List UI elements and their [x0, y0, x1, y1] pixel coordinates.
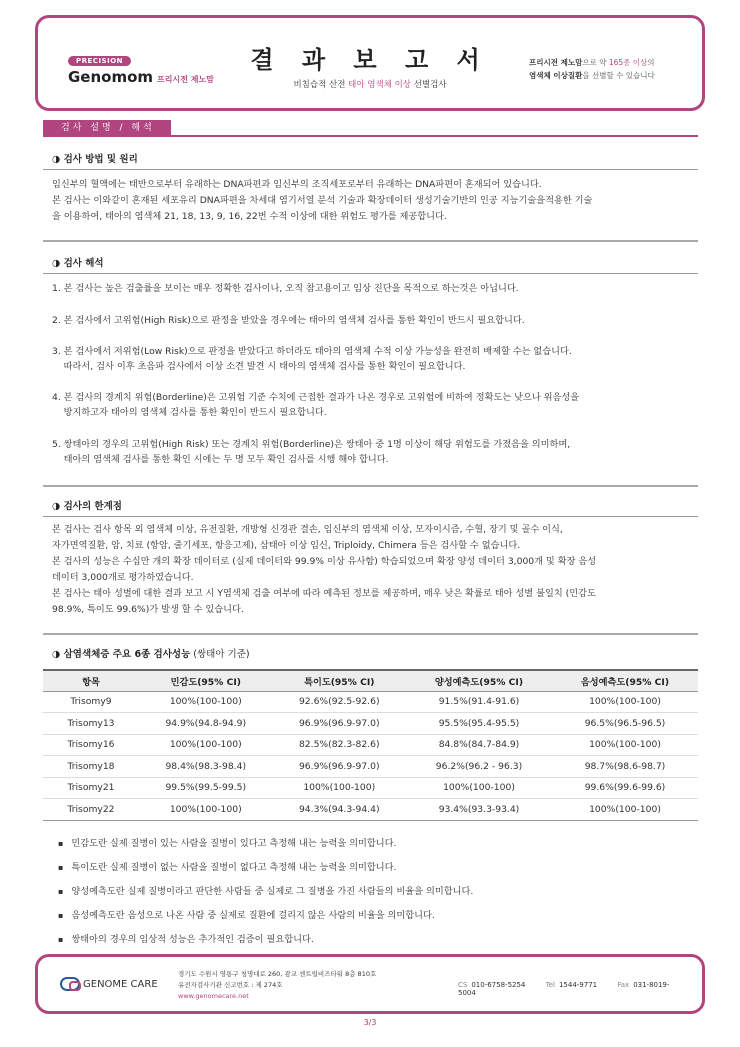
- table-cell: 96.5%(96.5-96.5): [552, 713, 698, 735]
- table-header-row: [43, 670, 698, 691]
- interpret-item-2: 2. 본 검사에서 고위험(High Risk)으로 판정을 받았을 경우에는 태아의 염색체 검사를 통한 확인이 반드시 필요합니다.: [52, 315, 525, 326]
- interpret-title: ◑ 검사 해석: [52, 258, 104, 269]
- performance-table: [43, 669, 698, 821]
- table-cell: 98.4%(98.3-98.4): [139, 756, 273, 778]
- divider: [43, 485, 698, 487]
- interpret-item-5: 5. 쌍태아의 경우의 고위험(High Risk) 또는 경계치 위험(Borderline)은 쌍태아 중 1명 이상이 해당 위험도를 가졌음을 의미하며, 태아의 염색체 검사를 통한 확인 시에는 두 명 모두 확인 검사를 시행 해야 합니다.: [52, 439, 571, 465]
- table-cell: 100%(100-100): [139, 799, 273, 821]
- row-label: Trisomy22: [43, 799, 139, 821]
- table-cell: 100%(100-100): [552, 734, 698, 756]
- note-item: ▪ 쌍태아의 경우의 임상적 성능은 추가적인 검증이 필요합니다.: [58, 928, 698, 952]
- table-row: [43, 799, 698, 821]
- interpret-item-3: 3. 본 검사에서 저위험(Low Risk)으로 판정을 받았다고 하더라도 태아의 염색체 수적 이상 가능성을 완전히 배제할 수는 없습니다. 따라서, 검사 이후 초음파 검사에서 이상 소견 발견 시 태아의 염색체 검사를 통한 확인이 필요합니다.: [52, 346, 572, 372]
- table-cell: 93.4%(93.3-93.4): [406, 799, 552, 821]
- row-label: Trisomy21: [43, 777, 139, 799]
- table-cell: 100%(100-100): [273, 777, 407, 799]
- limits-title: ◑ 검사의 한계점: [52, 501, 122, 512]
- company-address: 경기도 수원시 영통구 청명대로 260, 광교 센트럴비즈타워 8층 810호 유전자검사기관 신고번호 : 제 274호 www.genomecare.net: [178, 970, 377, 1000]
- table-row: [43, 777, 698, 799]
- table-row: [43, 713, 698, 735]
- table-row: [43, 734, 698, 756]
- note-item: ▪ 특이도란 실제 질병이 없는 사람을 질병이 없다고 측정해 내는 능력을 의미합니다.: [58, 856, 698, 880]
- method-title: ◑ 검사 방법 및 원리: [52, 154, 138, 165]
- note-item: ▪ 음성예측도란 음성으로 나온 사람 중 실제로 질환에 걸리지 않은 사람의 비율을 의미합니다.: [58, 904, 698, 928]
- genomecare-logo: GENOME CARE: [60, 977, 158, 991]
- limits-body: 본 검사는 검사 항목 외 염색체 이상, 유전질환, 개방형 신경관 결손, 임신부의 염색체 이상, 모자이시즘, 수혈, 장기 및 골수 이식, 자가면역질환, 암, 치료 (항암, 줄기세포, 항응고제), 삼태아 이상 임신, Triploidy, Chimera 등은 검사할 수 없습니다. 본 검사의 성능은 수십만 개의 확장 데이터로 (실제 데이터와 99.9% 이상 유사함) 학습되었으며 확장 양성 데이터 3,000개 및 확장 음성 데이터 3,000개로 평가하였습니다. 본 검사는 태아 성별에 대한 결과 보고 시 Y염색체 검출 여부에 따라 예측된 정보를 제공하며, 매우 낮은 확률로 태아 성별 불일치 (민감도 98.9%, 특이도 99.6%)가 발생 할 수 있습니다.: [52, 524, 597, 615]
- report-footer: [35, 954, 705, 1014]
- page-number: 3/3: [363, 1018, 377, 1027]
- website-link[interactable]: www.genomecare.net: [178, 992, 249, 1000]
- note-item: ▪ 양성예측도란 실제 질병이라고 판단한 사람들 중 실제로 그 질병을 가진 사람들의 비율을 의미합니다.: [58, 880, 698, 904]
- table-cell: 92.6%(92.5-92.6): [273, 691, 407, 713]
- report-subtitle: 비침습적 산전 태아 염색체 이상 선별검사: [293, 80, 447, 90]
- divider: [43, 633, 698, 635]
- note-item: ▪ 민감도란 실제 질병이 있는 사람을 질병이 있다고 측정해 내는 능력을 의미합니다.: [58, 832, 698, 856]
- col-header: 특이도(95% CI): [273, 670, 407, 691]
- divider: [43, 169, 698, 170]
- definition-notes: [58, 832, 698, 952]
- table-cell: 99.6%(99.6-99.6): [552, 777, 698, 799]
- table-cell: 91.5%(91.4-91.6): [406, 691, 552, 713]
- table-cell: 84.8%(84.7-84.9): [406, 734, 552, 756]
- brand-sub: 프리시전 제노맘: [157, 75, 214, 84]
- table-cell: 100%(100-100): [139, 691, 273, 713]
- col-header: 음성예측도(95% CI): [552, 670, 698, 691]
- divider: [43, 516, 698, 517]
- col-header: 민감도(95% CI): [139, 670, 273, 691]
- table-cell: 94.9%(94.8-94.9): [139, 713, 273, 735]
- table-row: [43, 756, 698, 778]
- row-label: Trisomy13: [43, 713, 139, 735]
- table-cell: 94.3%(94.3-94.4): [273, 799, 407, 821]
- table-cell: 100%(100-100): [552, 691, 698, 713]
- table-cell: 82.5%(82.3-82.6): [273, 734, 407, 756]
- genomecare-logo-icon: [60, 977, 80, 991]
- report-title: 결 과 보 고 서: [250, 46, 490, 74]
- table-cell: 98.7%(98.6-98.7): [552, 756, 698, 778]
- table-cell: 95.5%(95.4-95.5): [406, 713, 552, 735]
- table-cell: 96.2%(96.2 - 96.3): [406, 756, 552, 778]
- divider: [43, 240, 698, 242]
- perf-title: ◑ 삼염색체증 주요 6종 검사성능 (쌍태아 기준): [52, 649, 250, 660]
- row-label: Trisomy16: [43, 734, 139, 756]
- interpret-item-1: 1. 본 검사는 높은 검출률을 보이는 매우 정확한 검사이나, 오직 참고용이고 임상 진단을 목적으로 하는것은 아닙니다.: [52, 283, 519, 294]
- row-label: Trisomy18: [43, 756, 139, 778]
- divider: [43, 273, 698, 274]
- table-cell: 96.9%(96.9-97.0): [273, 756, 407, 778]
- table-cell: 100%(100-100): [406, 777, 552, 799]
- method-body: 임신부의 혈액에는 태반으로부터 유래하는 DNA파편과 임신부의 조직세포로부터 유래하는 DNA파편이 혼재되어 있습니다. 본 검사는 이와같이 혼재된 세포유리 DNA파편을 차세대 염기서열 분석 기술과 확장데이터 생성기술기반의 인공 지능기술을적용한 기술 을 이용하여, 태아의 염색체 21, 18, 13, 9, 16, 22번 수적 이상에 대한 위험도 평가를 제공합니다.: [52, 179, 593, 222]
- section-bar: [43, 120, 698, 137]
- interpret-item-4: 4. 본 검사의 경계치 위험(Borderline)은 고위험 기준 수치에 근접한 결과가 나온 경우로 고위험에 비하여 정확도는 낮으나 위음성을 방지하고자 태아의 염색체 검사를 통한 확인이 반드시 필요합니다.: [52, 392, 580, 418]
- table-cell: 100%(100-100): [139, 734, 273, 756]
- row-label: Trisomy9: [43, 691, 139, 713]
- table-cell: 96.9%(96.9-97.0): [273, 713, 407, 735]
- tagline: 프리시전 제노맘으로 약 165종 이상의 염색체 이상질환을 선별할 수 있습니다: [529, 58, 655, 80]
- section-tab: 검사 설명 / 해석: [43, 120, 171, 137]
- table-cell: 100%(100-100): [552, 799, 698, 821]
- col-header: 항목: [43, 670, 139, 691]
- table-row: [43, 691, 698, 713]
- brand-name: Genomom: [68, 68, 154, 86]
- table-cell: 99.5%(99.5-99.5): [139, 777, 273, 799]
- precision-badge: PRECISION: [68, 56, 131, 66]
- report-header: [35, 15, 705, 111]
- contact-info: CS 010-6758-5254 Tel 1544-9771 Fax 031-8019-5004: [458, 981, 670, 997]
- col-header: 양성예측도(95% CI): [406, 670, 552, 691]
